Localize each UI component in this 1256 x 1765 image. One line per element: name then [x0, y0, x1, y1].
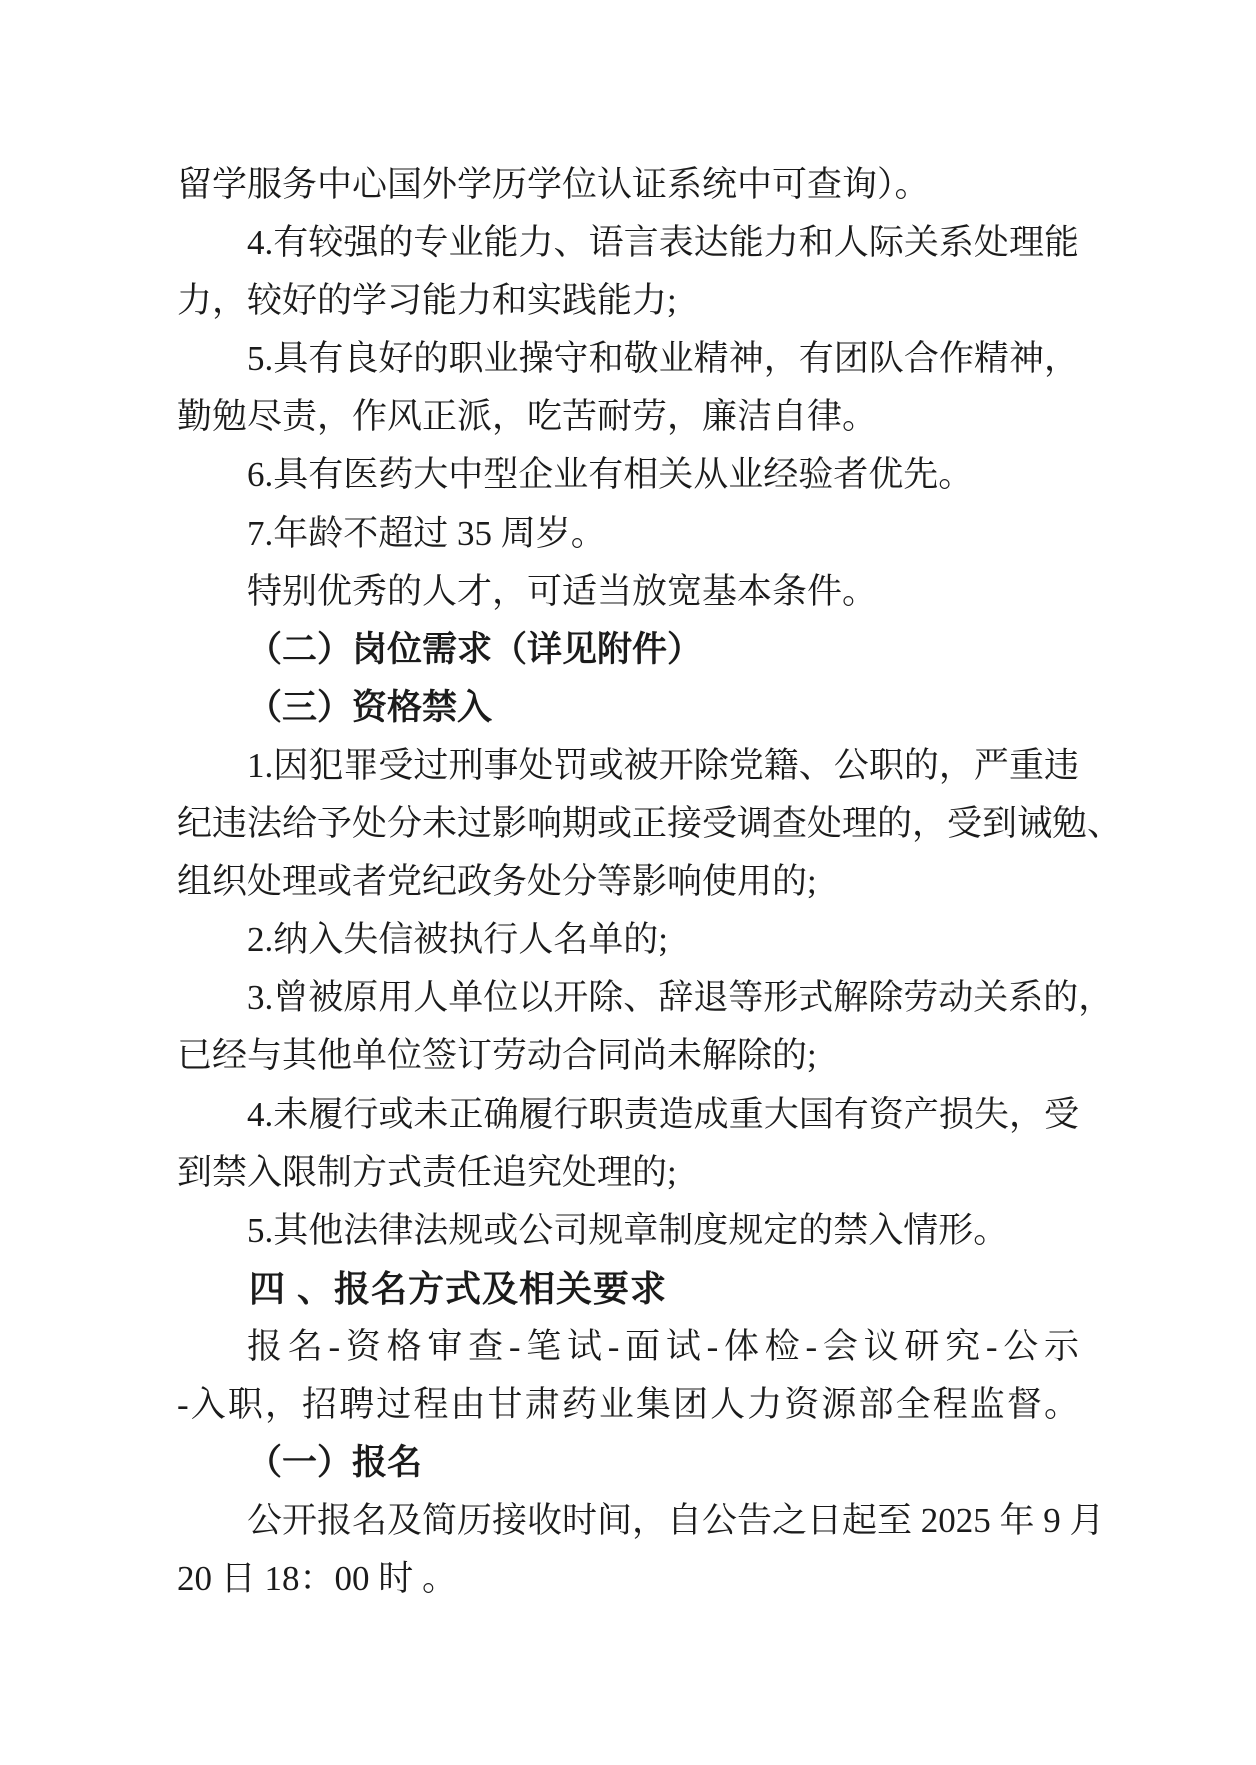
- doc-line: -入职，招聘过程由甘肃药业集团人力资源部全程监督。: [177, 1384, 1079, 1424]
- section-heading-registration-method: 四 、报名方式及相关要求: [249, 1267, 668, 1309]
- doc-line: 力，较好的学习能力和实践能力;: [177, 281, 677, 321]
- section-heading-post-requirements: （二）岗位需求（详见附件）: [247, 629, 703, 669]
- doc-line: 留学服务中心国外学历学位认证系统中可查询）。: [177, 165, 930, 204]
- document-body: [177, 156, 1123, 1608]
- doc-line: 纪违法给予处分未过影响期或正接受调查处理的，受到诫勉、: [177, 804, 1123, 844]
- doc-line: 报名-资格审查-笔试-面试-体检-会议研究-公示: [247, 1326, 1079, 1366]
- doc-line: 4.有较强的专业能力、语言表达能力和人际关系处理能: [247, 223, 1079, 263]
- doc-line: 组织处理或者党纪政务处分等影响使用的;: [177, 862, 817, 902]
- doc-line: 5.具有良好的职业操守和敬业精神，有团队合作精神，: [247, 339, 1079, 379]
- doc-line: 到禁入限制方式责任追究处理的;: [177, 1152, 677, 1192]
- doc-line: 1.因犯罪受过刑事处罚或被开除党籍、公职的，严重违: [247, 745, 1079, 785]
- doc-line: 2.纳入失信被执行人名单的;: [247, 920, 668, 960]
- section-heading-registration: （一）报名: [247, 1443, 423, 1483]
- doc-line: 公开报名及简历接收时间，自公告之日起至 2025 年 9 月: [247, 1501, 1105, 1541]
- doc-line: 6.具有医药大中型企业有相关从业经验者优先。: [247, 455, 974, 495]
- doc-line: 已经与其他单位签订劳动合同尚未解除的;: [177, 1036, 817, 1076]
- section-heading-qualification-ban: （三）资格禁入: [247, 687, 493, 727]
- doc-line: 20 日 18：00 时 。: [177, 1559, 458, 1599]
- doc-line: 5.其他法律法规或公司规章制度规定的禁入情形。: [247, 1210, 1009, 1250]
- doc-line: 勤勉尽责，作风正派，吃苦耐劳，廉洁自律。: [177, 397, 878, 437]
- doc-line: 7.年龄不超过 35 周岁。: [247, 513, 606, 553]
- doc-line: 4.未履行或未正确履行职责造成重大国有资产损失，受: [247, 1094, 1079, 1134]
- doc-line: 特别优秀的人才，可适当放宽基本条件。: [247, 571, 878, 611]
- doc-line: 3.曾被原用人单位以开除、辞退等形式解除劳动关系的，: [247, 978, 1114, 1018]
